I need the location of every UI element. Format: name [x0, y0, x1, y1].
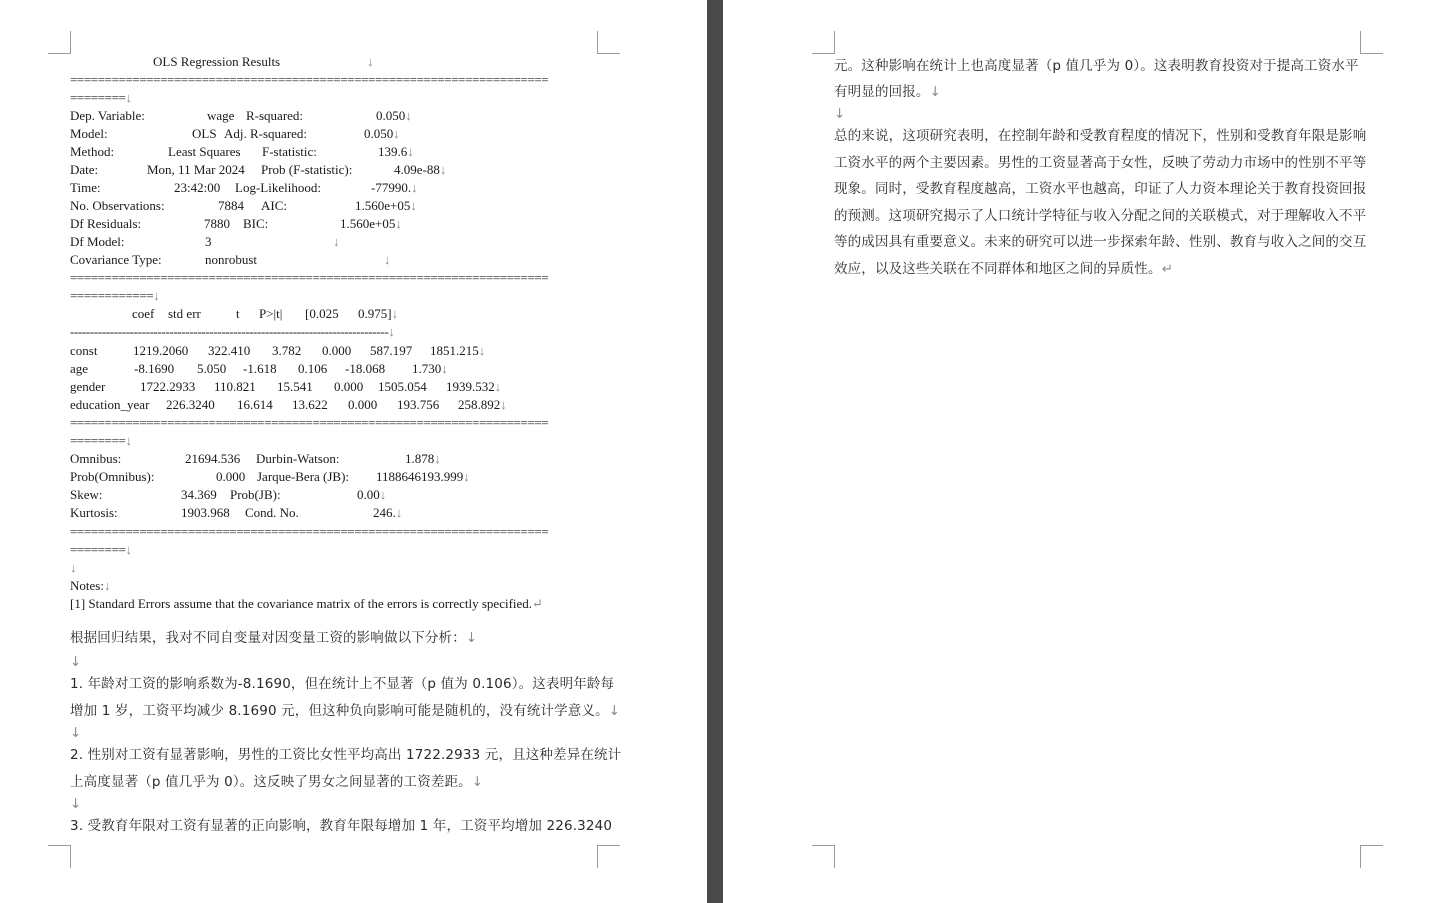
stat-value: -77990.↓	[371, 180, 418, 195]
coef-header: coef	[132, 306, 155, 321]
diag-value: 1903.968	[181, 505, 230, 520]
stat-label: AIC:	[261, 198, 287, 213]
diag-label: Cond. No.	[245, 505, 299, 520]
coef-cell: -8.1690	[134, 361, 175, 376]
coef-cell: 0.000	[348, 397, 378, 412]
coef-cell: 1.730↓	[412, 361, 448, 376]
stat-label: Covariance Type:	[70, 252, 162, 267]
line-break-mark: ↓	[384, 252, 391, 267]
diag-value: 34.369	[181, 487, 217, 502]
stat-value: 4.09e-88↓	[394, 162, 447, 177]
crop-mark	[48, 31, 71, 54]
stat-value: 7884	[218, 198, 244, 213]
stat-value: OLS	[192, 126, 217, 141]
analysis-point-1: 1. 年龄对工资的影响系数为-8.1690，但在统计上不显著（p 值为 0.106）。这表明年龄每	[70, 676, 615, 692]
stat-value: 23:42:00	[174, 180, 221, 195]
coef-cell: -1.618	[243, 361, 277, 376]
coef-cell: 0.106	[298, 361, 328, 376]
stat-label: Method:	[70, 144, 115, 159]
separator-line: ============↓	[70, 288, 160, 303]
diag-label: Omnibus:	[70, 451, 122, 466]
line-break-mark: ↓	[70, 725, 82, 741]
coef-cell: 3.782	[272, 343, 302, 358]
coef-header: t	[236, 306, 240, 321]
diag-label: Durbin-Watson:	[256, 451, 340, 466]
diag-value: 1188646193.999↓	[376, 469, 470, 484]
coef-row-name: gender	[70, 379, 106, 394]
coef-header: P>|t|	[259, 306, 283, 321]
separator-line: ========↓	[70, 542, 132, 557]
separator-line: =====================================================================	[70, 270, 549, 285]
coef-row-name: const	[70, 343, 98, 358]
separator-line: =====================================================================	[70, 524, 549, 539]
separator-line: --------------------------------------------------------------------------------↓	[70, 324, 395, 339]
coef-cell: 258.892↓	[458, 397, 507, 412]
coef-cell: 587.197	[370, 343, 413, 358]
diag-label: Jarque-Bera (JB):	[257, 469, 350, 484]
coef-cell: 1722.2933	[140, 379, 196, 394]
stat-label: Df Residuals:	[70, 216, 142, 231]
diag-value: 1.878↓	[405, 451, 441, 466]
crop-mark	[597, 845, 620, 868]
crop-mark	[1360, 31, 1383, 54]
stat-value: 3	[205, 234, 212, 249]
line-break-mark: ↓	[834, 106, 846, 122]
stat-value: wage	[207, 108, 235, 123]
stat-value: Mon, 11 Mar 2024	[147, 162, 245, 177]
stat-label: Df Model:	[70, 234, 125, 249]
stat-value: nonrobust	[205, 252, 257, 267]
analysis-point-2: 上高度显著（p 值几乎为 0）。这反映了男女之间显著的工资差距。↓	[70, 774, 484, 790]
analysis-point-3-cont: 有明显的回报。↓	[834, 84, 942, 100]
ols-title: OLS Regression Results	[153, 54, 281, 69]
analysis-point-2: 2. 性别对工资有显著影响，男性的工资比女性平均高出 1722.2933 元，且这种差异在统计	[70, 747, 622, 763]
conclusion-paragraph: 总的来说，这项研究表明，在控制年龄和受教育程度的情况下，性别和受教育年限是影响	[834, 128, 1367, 144]
analysis-point-1: 增加 1 岁，工资平均减少 8.1690 元，但这种负向影响可能是随机的，没有统计学意义。↓	[70, 703, 621, 719]
stat-label: Log-Likelihood:	[235, 180, 321, 195]
coef-row-name: education_year	[70, 397, 150, 412]
coef-header: 0.975]↓	[358, 306, 399, 321]
separator-line: =====================================================================	[70, 72, 549, 87]
coef-cell: 110.821	[214, 379, 256, 394]
crop-mark	[597, 31, 620, 54]
diag-value: 21694.536	[185, 451, 241, 466]
analysis-intro: 根据回归结果，我对不同自变量对因变量工资的影响做以下分析：↓	[70, 630, 478, 646]
stat-label: Date:	[70, 162, 99, 177]
line-break-mark: ↓	[367, 54, 374, 69]
page-gap	[707, 0, 723, 903]
stat-label: BIC:	[243, 216, 269, 231]
coef-cell: 1505.054	[378, 379, 427, 394]
separator-line: ========↓	[70, 433, 132, 448]
coef-cell: 0.000	[322, 343, 352, 358]
coef-header: std err	[168, 306, 201, 321]
note-text: [1] Standard Errors assume that the covariance matrix of the errors is correctly specified.↵	[70, 596, 543, 611]
coef-cell: 16.614	[237, 397, 273, 412]
line-break-mark: ↓	[70, 560, 77, 575]
stat-label: F-statistic:	[262, 144, 317, 159]
coef-cell: 1851.215↓	[430, 343, 486, 358]
stat-value: 7880	[204, 216, 230, 231]
line-break-mark: ↓	[333, 234, 340, 249]
diag-label: Prob(JB):	[230, 487, 281, 502]
crop-mark	[812, 845, 835, 868]
line-break-mark: ↓	[70, 654, 82, 670]
conclusion-paragraph: 现象。同时，受教育程度越高，工资水平也越高，印证了人力资本理论关于教育投资回报	[834, 181, 1367, 197]
coef-cell: 5.050	[197, 361, 227, 376]
coef-cell: 15.541	[277, 379, 313, 394]
crop-mark	[48, 845, 71, 868]
document-page-left	[0, 0, 707, 903]
analysis-point-3-cont: 元。这种影响在统计上也高度显著（p 值几乎为 0）。这表明教育投资对于提高工资水平	[834, 58, 1359, 74]
document-page-right	[723, 0, 1440, 903]
line-break-mark: ↓	[70, 796, 82, 812]
crop-mark	[812, 31, 835, 54]
stat-value: 1.560e+05↓	[355, 198, 417, 213]
stat-label: R-squared:	[246, 108, 304, 123]
coef-cell: 0.000	[334, 379, 364, 394]
coef-cell: 322.410	[208, 343, 251, 358]
stat-label: No. Observations:	[70, 198, 165, 213]
analysis-point-3: 3. 受教育年限对工资有显著的正向影响，教育年限每增加 1 年，工资平均增加 226.3240	[70, 818, 613, 834]
coef-header: [0.025	[305, 306, 339, 321]
stat-label: Model:	[70, 126, 108, 141]
stat-label: Prob (F-statistic):	[261, 162, 353, 177]
coef-cell: 226.3240	[166, 397, 215, 412]
separator-line: =====================================================================	[70, 415, 549, 430]
conclusion-paragraph: 工资水平的两个主要因素。男性的工资显著高于女性，反映了劳动力市场中的性别不平等	[834, 155, 1367, 171]
crop-mark	[1360, 845, 1383, 868]
stat-value: 1.560e+05↓	[340, 216, 402, 231]
conclusion-paragraph: 等的成因具有重要意义。未来的研究可以进一步探索年龄、性别、教育与收入之间的交互	[834, 234, 1367, 250]
diag-label: Prob(Omnibus):	[70, 469, 155, 484]
separator-line: ========↓	[70, 90, 132, 105]
stat-value: 0.050↓	[364, 126, 400, 141]
stat-value: 0.050↓	[376, 108, 412, 123]
coef-cell: 13.622	[292, 397, 328, 412]
stat-value: 139.6↓	[378, 144, 414, 159]
diag-value: 0.00↓	[357, 487, 387, 502]
conclusion-paragraph: 效应，以及这些关联在不同群体和地区之间的异质性。↵	[834, 261, 1174, 277]
notes-label: Notes:↓	[70, 578, 111, 593]
coef-cell: 1219.2060	[133, 343, 189, 358]
coef-cell: 1939.532↓	[446, 379, 502, 394]
conclusion-paragraph: 的预测。这项研究揭示了人口统计学特征与收入分配之间的关联模式，对于理解收入不平	[834, 208, 1367, 224]
diag-label: Skew:	[70, 487, 103, 502]
diag-label: Kurtosis:	[70, 505, 118, 520]
stat-value: Least Squares	[168, 144, 241, 159]
stat-label: Time:	[70, 180, 101, 195]
stat-label: Adj. R-squared:	[224, 126, 308, 141]
coef-row-name: age	[70, 361, 89, 376]
diag-value: 246.↓	[373, 505, 403, 520]
diag-value: 0.000	[216, 469, 246, 484]
coef-cell: 193.756	[397, 397, 440, 412]
stat-label: Dep. Variable:	[70, 108, 145, 123]
coef-cell: -18.068	[345, 361, 386, 376]
